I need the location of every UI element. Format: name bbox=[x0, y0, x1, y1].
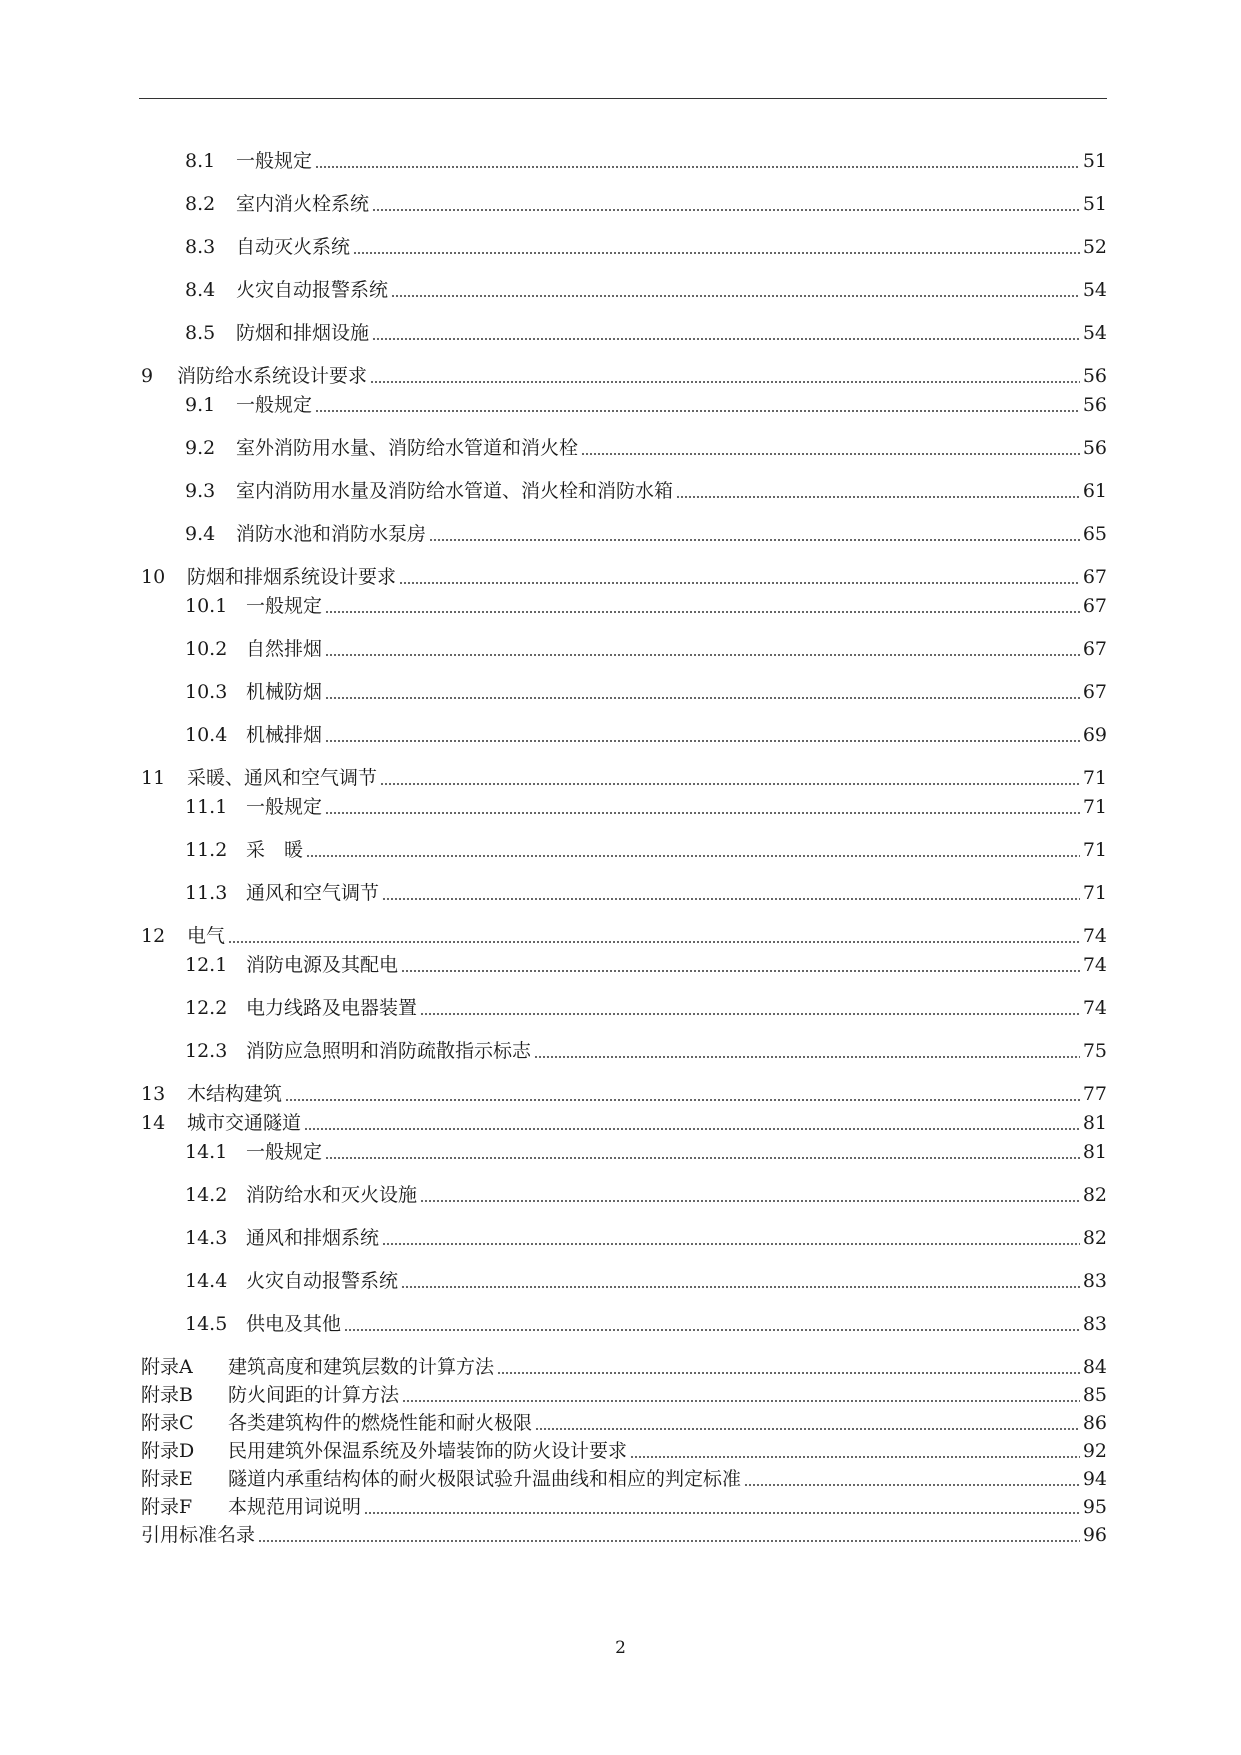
dot-leader bbox=[382, 1243, 1080, 1245]
toc-entry-10[interactable] bbox=[141, 564, 1107, 590]
toc-entry-page: 85 bbox=[1082, 1384, 1107, 1406]
toc-entry-page: 56 bbox=[1082, 394, 1107, 416]
dot-leader bbox=[676, 496, 1080, 498]
toc-entry-title: 自动灭火系统 bbox=[236, 236, 351, 258]
toc-entry-number: 9 bbox=[141, 365, 154, 387]
dot-leader bbox=[325, 611, 1080, 613]
toc-entry-title: 各类建筑构件的燃烧性能和耐火极限 bbox=[228, 1412, 533, 1434]
toc-entry-appendix-e[interactable] bbox=[141, 1466, 1107, 1492]
toc-entry-page: 56 bbox=[1082, 437, 1107, 459]
toc-entry-page: 51 bbox=[1082, 150, 1107, 172]
toc-entry-title: 消防应急照明和消防疏散指示标志 bbox=[246, 1040, 532, 1062]
toc-entry-number: 11.2 bbox=[185, 839, 228, 861]
toc-entry-9-3[interactable] bbox=[185, 478, 1107, 504]
toc-entry-12-1[interactable] bbox=[185, 952, 1107, 978]
toc-entry-page: 71 bbox=[1082, 882, 1107, 904]
toc-entry-title: 火灾自动报警系统 bbox=[246, 1270, 399, 1292]
toc-entry-page: 83 bbox=[1082, 1313, 1107, 1335]
toc-entry-number: 8.4 bbox=[185, 279, 216, 301]
toc-entry-11[interactable] bbox=[141, 765, 1107, 791]
toc-entry-8-5[interactable] bbox=[185, 320, 1107, 346]
dot-leader bbox=[630, 1456, 1080, 1458]
toc-entry-page: 67 bbox=[1082, 638, 1107, 660]
toc-entry-appendix-a[interactable] bbox=[141, 1354, 1107, 1380]
toc-entry-page: 71 bbox=[1082, 796, 1107, 818]
toc-entry-title: 木结构建筑 bbox=[187, 1083, 283, 1105]
toc-entry-14-2[interactable] bbox=[185, 1182, 1107, 1208]
toc-entry-title: 防烟和排烟系统设计要求 bbox=[187, 566, 397, 588]
toc-entry-title: 消防水池和消防水泵房 bbox=[236, 523, 427, 545]
toc-entry-number: 12.3 bbox=[185, 1040, 228, 1062]
dot-leader bbox=[364, 1512, 1080, 1514]
toc-entry-title: 防烟和排烟设施 bbox=[236, 322, 370, 344]
toc-entry-number: 附录E bbox=[141, 1468, 193, 1490]
toc-entry-10-3[interactable] bbox=[185, 679, 1107, 705]
toc-entry-page: 54 bbox=[1082, 279, 1107, 301]
toc-entry-page: 81 bbox=[1082, 1112, 1107, 1134]
toc-entry-number: 12 bbox=[141, 925, 166, 947]
dot-leader bbox=[497, 1372, 1080, 1374]
toc-entry-page: 83 bbox=[1082, 1270, 1107, 1292]
dot-leader bbox=[429, 539, 1080, 541]
toc-entry-14-1[interactable] bbox=[185, 1139, 1107, 1165]
toc-entry-page: 52 bbox=[1082, 236, 1107, 258]
dot-leader bbox=[325, 740, 1080, 742]
dot-leader bbox=[353, 252, 1080, 254]
toc-entry-number: 12.2 bbox=[185, 997, 228, 1019]
dot-leader bbox=[535, 1428, 1080, 1430]
toc-entry-title: 城市交通隧道 bbox=[187, 1112, 302, 1134]
dot-leader bbox=[401, 1286, 1080, 1288]
dot-leader bbox=[382, 898, 1080, 900]
toc-entry-14-5[interactable] bbox=[185, 1311, 1107, 1337]
toc-entry-appendix-f[interactable] bbox=[141, 1494, 1107, 1520]
toc-entry-title: 民用建筑外保温系统及外墙装饰的防火设计要求 bbox=[228, 1440, 628, 1462]
dot-leader bbox=[744, 1484, 1080, 1486]
toc-entry-14-3[interactable] bbox=[185, 1225, 1107, 1251]
toc-entry-title: 消防给水和灭火设施 bbox=[246, 1184, 418, 1206]
toc-entry-page: 67 bbox=[1082, 681, 1107, 703]
toc-entry-number: 11.1 bbox=[185, 796, 228, 818]
toc-entry-number: 10.3 bbox=[185, 681, 228, 703]
toc-entry-number: 13 bbox=[141, 1083, 166, 1105]
dot-leader bbox=[315, 410, 1080, 412]
toc-entry-page: 95 bbox=[1082, 1496, 1107, 1518]
toc-entry-title: 通风和空气调节 bbox=[246, 882, 380, 904]
toc-entry-title: 消防电源及其配电 bbox=[246, 954, 399, 976]
toc-entry-title: 隧道内承重结构体的耐火极限试验升温曲线和相应的判定标准 bbox=[228, 1468, 742, 1490]
dot-leader bbox=[228, 941, 1080, 943]
dot-leader bbox=[399, 582, 1080, 584]
toc-entry-number: 附录A bbox=[141, 1356, 193, 1378]
toc-entry-title: 电力线路及电器装置 bbox=[246, 997, 418, 1019]
toc-entry-8-3[interactable] bbox=[185, 234, 1107, 260]
toc-entry-page: 82 bbox=[1082, 1227, 1107, 1249]
toc-entry-11-2[interactable] bbox=[185, 837, 1107, 863]
toc-entry-number: 附录B bbox=[141, 1384, 193, 1406]
toc-entry-9-4[interactable] bbox=[185, 521, 1107, 547]
toc-entry-title: 通风和排烟系统 bbox=[246, 1227, 380, 1249]
toc-entry-title: 防火间距的计算方法 bbox=[228, 1384, 400, 1406]
toc-entry-title: 自然排烟 bbox=[246, 638, 323, 660]
toc-entry-page: 96 bbox=[1082, 1524, 1107, 1546]
toc-entry-title: 机械排烟 bbox=[246, 724, 323, 746]
dot-leader bbox=[258, 1540, 1080, 1542]
toc-entry-page: 71 bbox=[1082, 767, 1107, 789]
toc-entry-page: 84 bbox=[1082, 1356, 1107, 1378]
toc-entry-page: 69 bbox=[1082, 724, 1107, 746]
dot-leader bbox=[304, 1128, 1080, 1130]
toc-entry-title: 一般规定 bbox=[236, 394, 313, 416]
dot-leader bbox=[402, 1400, 1080, 1402]
toc-entry-page: 77 bbox=[1082, 1083, 1107, 1105]
dot-leader bbox=[401, 970, 1080, 972]
toc-entry-number: 14.4 bbox=[185, 1270, 228, 1292]
toc-entry-9-2[interactable] bbox=[185, 435, 1107, 461]
toc-entry-page: 82 bbox=[1082, 1184, 1107, 1206]
toc-entry-number: 14.5 bbox=[185, 1313, 228, 1335]
toc-entry-number: 10.4 bbox=[185, 724, 228, 746]
toc-entry-number: 附录F bbox=[141, 1496, 193, 1518]
toc-entry-number: 8.1 bbox=[185, 150, 216, 172]
toc-entry-number: 9.1 bbox=[185, 394, 216, 416]
toc-entry-number: 9.3 bbox=[185, 480, 216, 502]
toc-entry-page: 81 bbox=[1082, 1141, 1107, 1163]
toc-entry-page: 74 bbox=[1082, 925, 1107, 947]
toc-entry-number: 附录C bbox=[141, 1412, 194, 1434]
toc-entry-title: 采 暖 bbox=[246, 839, 304, 861]
toc-entry-number: 14 bbox=[141, 1112, 166, 1134]
dot-leader bbox=[534, 1056, 1080, 1058]
toc-entry-page: 61 bbox=[1082, 480, 1107, 502]
toc-entry-number: 11 bbox=[141, 767, 166, 789]
toc-entry-page: 51 bbox=[1082, 193, 1107, 215]
dot-leader bbox=[325, 697, 1080, 699]
toc-entry-title: 一般规定 bbox=[236, 150, 313, 172]
dot-leader bbox=[420, 1200, 1080, 1202]
toc-entry-appendix-c[interactable] bbox=[141, 1410, 1107, 1436]
dot-leader bbox=[581, 453, 1080, 455]
toc-entry-title: 本规范用词说明 bbox=[228, 1496, 362, 1518]
dot-leader bbox=[391, 295, 1080, 297]
toc-entry-title: 室内消火栓系统 bbox=[236, 193, 370, 215]
toc-entry-title: 室外消防用水量、消防给水管道和消火栓 bbox=[236, 437, 579, 459]
toc-entry-page: 67 bbox=[1082, 566, 1107, 588]
toc-entry-12-3[interactable] bbox=[185, 1038, 1107, 1064]
toc-entry-10-2[interactable] bbox=[185, 636, 1107, 662]
dot-leader bbox=[372, 209, 1080, 211]
toc-entry-title: 采暖、通风和空气调节 bbox=[187, 767, 378, 789]
dot-leader bbox=[380, 783, 1080, 785]
page-number: 2 bbox=[615, 1638, 626, 1658]
toc-entry-page: 67 bbox=[1082, 595, 1107, 617]
toc-entry-title: 电气 bbox=[187, 925, 226, 947]
toc-entry-11-1[interactable] bbox=[185, 794, 1107, 820]
toc-entry-title: 引用标准名录 bbox=[141, 1524, 256, 1546]
toc-entry-page: 54 bbox=[1082, 322, 1107, 344]
dot-leader bbox=[285, 1099, 1080, 1101]
toc-entry-number: 10 bbox=[141, 566, 166, 588]
toc-entry-13[interactable] bbox=[141, 1081, 1107, 1107]
toc-entry-number: 14.3 bbox=[185, 1227, 228, 1249]
toc-entry-page: 71 bbox=[1082, 839, 1107, 861]
toc-entry-8-4[interactable] bbox=[185, 277, 1107, 303]
toc-entry-14[interactable] bbox=[141, 1110, 1107, 1136]
toc-entry-14-4[interactable] bbox=[185, 1268, 1107, 1294]
toc-entry-9-1[interactable] bbox=[185, 392, 1107, 418]
toc-entry-number: 9.2 bbox=[185, 437, 216, 459]
dot-leader bbox=[344, 1329, 1080, 1331]
dot-leader bbox=[372, 338, 1080, 340]
toc-entry-11-3[interactable] bbox=[185, 880, 1107, 906]
toc-entry-number: 8.2 bbox=[185, 193, 216, 215]
dot-leader bbox=[306, 855, 1080, 857]
toc-entry-12[interactable] bbox=[141, 923, 1107, 949]
toc-entry-number: 10.1 bbox=[185, 595, 228, 617]
toc-entry-number: 9.4 bbox=[185, 523, 216, 545]
toc-entry-page: 74 bbox=[1082, 997, 1107, 1019]
dot-leader bbox=[325, 654, 1080, 656]
toc-entry-10-4[interactable] bbox=[185, 722, 1107, 748]
toc-entry-page: 56 bbox=[1082, 365, 1107, 387]
toc-entry-number: 8.5 bbox=[185, 322, 216, 344]
toc-entry-title: 建筑高度和建筑层数的计算方法 bbox=[228, 1356, 495, 1378]
toc-entry-appendix-b[interactable] bbox=[141, 1382, 1107, 1408]
dot-leader bbox=[315, 166, 1080, 168]
toc-entry-number: 14.2 bbox=[185, 1184, 228, 1206]
toc-entry-10-1[interactable] bbox=[185, 593, 1107, 619]
toc-entry-title: 一般规定 bbox=[246, 1141, 323, 1163]
toc-entry-appendix-d[interactable] bbox=[141, 1438, 1107, 1464]
toc-entry-8-2[interactable] bbox=[185, 191, 1107, 217]
toc-entry-number: 11.3 bbox=[185, 882, 228, 904]
toc-entry-number: 12.1 bbox=[185, 954, 228, 976]
dot-leader bbox=[325, 812, 1080, 814]
toc-entry-title: 一般规定 bbox=[246, 595, 323, 617]
toc-entry-title: 火灾自动报警系统 bbox=[236, 279, 389, 301]
toc-entry-references[interactable] bbox=[141, 1522, 1107, 1548]
toc-entry-page: 65 bbox=[1082, 523, 1107, 545]
toc-entry-page: 94 bbox=[1082, 1468, 1107, 1490]
toc-entry-page: 75 bbox=[1082, 1040, 1107, 1062]
toc-entry-page: 92 bbox=[1082, 1440, 1107, 1462]
toc-entry-title: 机械防烟 bbox=[246, 681, 323, 703]
dot-leader bbox=[370, 381, 1080, 383]
toc-entry-page: 86 bbox=[1082, 1412, 1107, 1434]
toc-entry-number: 8.3 bbox=[185, 236, 216, 258]
toc-entry-number: 附录D bbox=[141, 1440, 195, 1462]
dot-leader bbox=[325, 1157, 1080, 1159]
toc-entry-title: 室内消防用水量及消防给水管道、消火栓和消防水箱 bbox=[236, 480, 674, 502]
dot-leader bbox=[420, 1013, 1080, 1015]
toc-entry-title: 供电及其他 bbox=[246, 1313, 342, 1335]
toc-entry-12-2[interactable] bbox=[185, 995, 1107, 1021]
toc-entry-number: 14.1 bbox=[185, 1141, 228, 1163]
toc-entry-title: 消防给水系统设计要求 bbox=[177, 365, 368, 387]
toc-entry-page: 74 bbox=[1082, 954, 1107, 976]
toc-entry-8-1[interactable] bbox=[185, 148, 1107, 174]
toc-entry-9[interactable] bbox=[141, 363, 1107, 389]
toc-entry-title: 一般规定 bbox=[246, 796, 323, 818]
toc-entry-number: 10.2 bbox=[185, 638, 228, 660]
